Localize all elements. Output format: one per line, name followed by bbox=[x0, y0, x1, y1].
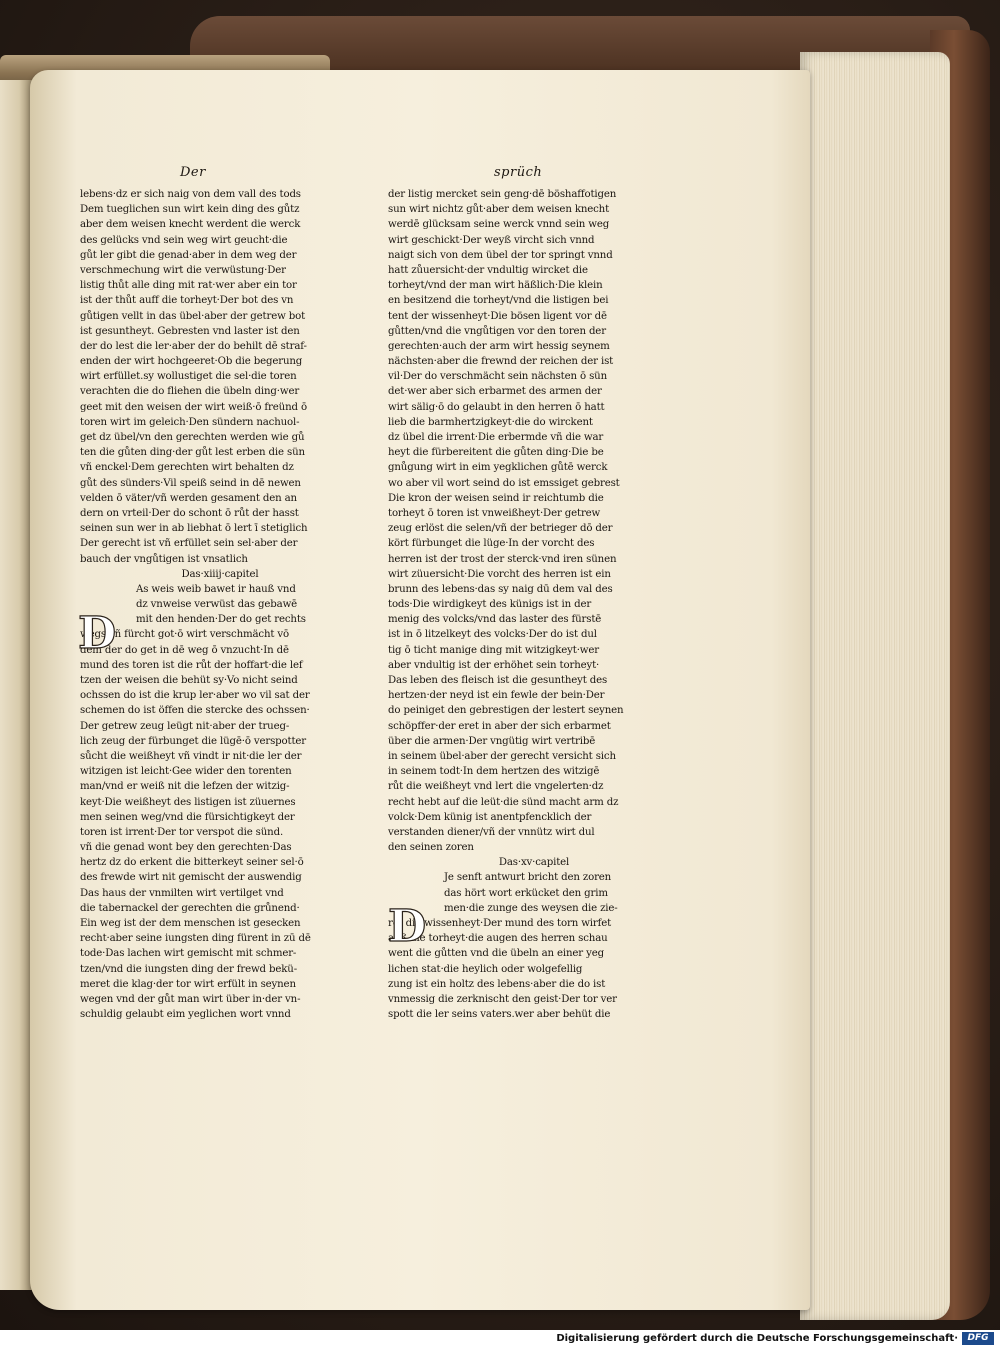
text-line: den seinen zoren bbox=[388, 842, 474, 854]
text-line: enden der wirt hochgeeret·Ob die begerung bbox=[80, 356, 303, 368]
text-line: bauch der vngůtigen ist vnsatlich bbox=[80, 553, 248, 565]
text-line: tzen der weisen die behüt sy·Vo nicht seind bbox=[80, 675, 298, 686]
text-line: seinen sun wer in ab liebhat ō lert ī stetiglich bbox=[80, 523, 308, 535]
text-line: lich zeug der fürbunget die lügē·ō verspotter bbox=[80, 735, 307, 747]
text-line: toren ist irrent·Der tor verspot die sünd. bbox=[80, 826, 284, 838]
text-line: ret die wissenheyt·Der mund des torn wirfet bbox=[388, 918, 612, 929]
text-line: wegs vñ fürcht got·ō wirt verschmächt vō bbox=[80, 629, 290, 641]
text-line: Das leben des fleisch ist die gesuntheyt des bbox=[388, 675, 608, 686]
text-line: in seinem todt·In dem hertzen des witzigē bbox=[388, 766, 600, 778]
text-line: Das haus der vnmilten wirt vertilget vnd bbox=[80, 887, 284, 899]
text-line: auß die torheyt·die augen des herren schau bbox=[388, 933, 608, 945]
decorated-initial-right: D bbox=[388, 901, 427, 952]
text-line: men·die zunge des weysen die zie- bbox=[444, 902, 618, 914]
dfg-logo: DFG bbox=[962, 1332, 994, 1345]
text-line: get dz übel/vn den gerechten werden wie gů bbox=[80, 432, 305, 443]
text-line: keyt·Die weißheyt des listigen ist züuernes bbox=[80, 796, 296, 808]
text-line: herren ist der trost der sterck·vnd iren sünen bbox=[388, 553, 617, 565]
text-line: hatt zůuersicht·der vndultig wircket die bbox=[388, 264, 588, 276]
text-line: As weis weib bawet ir hauß vnd bbox=[136, 583, 296, 595]
text-line: dz vnweise verwüst das gebawē bbox=[136, 599, 298, 611]
text-line: torheyt ō toren ist vnweißheyt·Der getrew bbox=[388, 507, 601, 519]
text-line: recht hebt auf die leüt·die sünd macht arm dz bbox=[388, 796, 619, 808]
facing-page-edge bbox=[0, 80, 32, 1290]
text-line: vil·Der do verschmächt sein nächsten ō sün bbox=[388, 371, 607, 383]
running-head-left: Der bbox=[180, 165, 206, 180]
text-line: wirt züuersicht·Die vorcht des herren ist ein bbox=[388, 568, 611, 580]
text-line: gůt des sünders·Vil speiß seind in dē newen bbox=[80, 477, 301, 489]
text-line: torheyt/vnd der man wirt häßlich·Die klein bbox=[388, 280, 603, 292]
text-line: menig des volcks/vnd das laster des fürstē bbox=[388, 614, 602, 626]
text-line: ist der thůt auff die torheyt·Der bot des vn bbox=[80, 295, 294, 307]
text-line: heyt die fürbereitent die gůten ding·Die be bbox=[388, 447, 604, 459]
text-line: gnůgung wirt in eim yegklichen gůtē werck bbox=[388, 462, 608, 474]
text-line: dz übel die irrent·Die erbermde vñ die war bbox=[388, 432, 604, 443]
text-line: zung ist ein holtz des lebens·aber die do ist bbox=[388, 978, 606, 990]
text-line: Die kron der weisen seind ir reichtumb die bbox=[388, 492, 604, 504]
text-line: listig thůt alle ding mit rat·wer aber ein tor bbox=[80, 280, 297, 292]
text-line: das hört wort erkücket den grim bbox=[444, 887, 608, 899]
text-line: Der gerecht ist vñ erfüllet sein sel·aber der bbox=[80, 538, 298, 550]
text-line: tode·Das lachen wirt gemischt mit schmer- bbox=[80, 948, 297, 960]
text-line: spott die ler seins vaters.wer aber behüt die bbox=[388, 1009, 611, 1021]
text-line: geet mit den weisen der wirt weiß·ō freünd ō bbox=[80, 401, 307, 413]
text-line: dem der do get in dē weg ō vnzucht·In dē bbox=[80, 644, 289, 656]
text-line: schemen do ist öffen die stercke des ochssen· bbox=[80, 705, 310, 717]
text-line: Dem tueglichen sun wirt kein ding des gůtz bbox=[80, 204, 300, 216]
text-line: wirt sälig·ō do gelaubt in den herren ō hatt bbox=[388, 401, 605, 413]
text-line: aber vndultig ist der erhöhet sein torheyt· bbox=[388, 659, 600, 671]
text-line: Ein weg ist der dem menschen ist gesecken bbox=[80, 918, 301, 929]
text-line: lichen stat·die heylich oder wolgefellig bbox=[388, 963, 583, 975]
text-line: der listig mercket sein geng·dē böshaffotigen bbox=[388, 189, 617, 200]
text-line: men seinen weg/vnd die fürsichtigkeyt der bbox=[80, 811, 295, 823]
text-line: in seinem übel·aber der gerecht versicht sich bbox=[388, 750, 616, 762]
text-line: velden ō väter/vñ werden gesament den an bbox=[80, 492, 297, 504]
text-line: gůtten/vnd die vngůtigen vor den toren der bbox=[388, 325, 606, 337]
text-line: Der getrew zeug leügt nit·aber der trueg- bbox=[80, 720, 290, 732]
text-line: tig ō ticht manige ding mit witzigkeyt·wer bbox=[388, 644, 599, 656]
chapter-heading: Das·xiiij·capitel bbox=[181, 568, 259, 580]
text-line: man/vnd er weiß nit die lefzen der witzig- bbox=[80, 781, 290, 793]
text-line: aber dem weisen knecht werdent die werck bbox=[80, 219, 301, 231]
text-line: en besitzend die torheyt/vnd die listigen bei bbox=[388, 295, 609, 307]
text-line: wegen vnd der gůt man wirt über in·der vn- bbox=[80, 993, 301, 1005]
text-line: vñ die genad wont bey den gerechten·Das bbox=[80, 842, 292, 854]
text-line: tent der wissenheyt·Die bösen ligent vor dē bbox=[388, 310, 607, 322]
text-line: werdē glücksam seine werck vnnd sein weg bbox=[388, 219, 610, 231]
text-line: lieb die barmhertzigkeyt·die do wirckent bbox=[388, 416, 593, 428]
text-line: růt die weißheyt vnd lert die vngelerten·dz bbox=[388, 781, 604, 793]
text-line: gerechten·auch der arm wirt hessig seynem bbox=[388, 340, 610, 352]
text-line: meret die klag·der tor wirt erfült in seynen bbox=[80, 978, 296, 990]
text-line: gůtigen vellt in das übel·aber der getrew bot bbox=[80, 310, 306, 322]
text-line: wo aber vil wort seind do ist emssiget gebrest bbox=[388, 477, 620, 489]
text-line: des frewde wirt nit gemischt der auswendig bbox=[80, 872, 302, 884]
text-line: Je senft antwurt bricht den zoren bbox=[444, 872, 612, 884]
text-line: mit den henden·Der do get rechts bbox=[136, 614, 306, 626]
text-line: ist in ō litzelkeyt des volcks·Der do ist dul bbox=[388, 629, 597, 641]
text-line: lebens·dz er sich naig von dem vall des tods bbox=[80, 189, 301, 200]
decorated-initial-left: D bbox=[78, 608, 117, 659]
text-line: wirt geschickt·Der weyß vircht sich vnnd bbox=[388, 234, 595, 246]
text-line: gůt ler gibt die genad·aber in dem weg der bbox=[80, 249, 297, 261]
text-line: verschmechung wirt die verwüstung·Der bbox=[80, 264, 286, 276]
text-line: über die armen·Der vngütig wirt vertribē bbox=[388, 735, 596, 747]
text-line: do peiniget den gebrestigen der lestert seynen bbox=[388, 705, 624, 717]
text-line: tods·Die wirdigkeyt des künigs ist in der bbox=[388, 599, 592, 611]
text-line: tzen/vnd die iungsten ding der frewd bekü- bbox=[80, 963, 297, 975]
text-line: witzigen ist leicht·Gee wider den torenten bbox=[80, 766, 292, 778]
text-line: ist gesuntheyt. Gebresten vnd laster ist den bbox=[80, 325, 300, 337]
text-line: brunn des lebens·das sy naig dū dem val des bbox=[388, 583, 613, 595]
text-line: sun wirt nichtz gůt·aber dem weisen knecht bbox=[388, 204, 610, 216]
text-line: sůcht die weißheyt vñ vindt ir nit·die ler der bbox=[80, 750, 302, 762]
text-line: des gelücks vnd sein weg wirt geucht·die bbox=[80, 234, 288, 246]
page-block-edges bbox=[800, 52, 950, 1320]
text-line: kört fürbunget die lüge·In der vorcht des bbox=[388, 538, 595, 550]
funding-credit: Digitalisierung gefördert durch die Deutsche Forschungsgemeinschaft· bbox=[556, 1333, 958, 1344]
text-line: schöpffer·der eret in aber der sich erbarmet bbox=[388, 720, 611, 732]
text-line: nächsten·aber die frewnd der reichen der ist bbox=[388, 356, 614, 368]
text-line: went die gůtten vnd die übeln an einer yeg bbox=[388, 948, 604, 960]
text-line: ochssen do ist die krup ler·aber wo vil sat der bbox=[80, 690, 310, 702]
text-line: die tabernackel der gerechten die grůnend· bbox=[80, 902, 300, 914]
text-line: naigt sich von dem übel der tor springt vnnd bbox=[388, 249, 613, 261]
text-line: volck·Dem künig ist anentpfencklich der bbox=[388, 811, 592, 823]
text-line: det·wer aber sich erbarmet des armen der bbox=[388, 386, 602, 398]
text-line: schuldig gelaubt eim yeglichen wort vnnd bbox=[80, 1009, 291, 1021]
chapter-heading: Das·xv·capitel bbox=[498, 857, 570, 869]
text-line: ten die gůten ding·der gůt lest erben die sün bbox=[80, 447, 305, 459]
text-column-left bbox=[80, 187, 340, 1022]
text-line: verachten die do fliehen die übeln ding·wer bbox=[80, 386, 300, 398]
text-line: hertzen·der neyd ist ein fewle der bein·Der bbox=[388, 690, 605, 702]
text-line: toren wirt im geleich·Den sündern nachuol- bbox=[80, 416, 300, 428]
text-line: verstanden diener/vñ der vnnütz wirt dul bbox=[388, 826, 595, 838]
text-line: zeug erlöst die selen/vñ der betrieger dō der bbox=[388, 523, 613, 535]
text-column-right bbox=[388, 187, 660, 1022]
text-line: recht·aber seine iungsten ding fürent in zū dē bbox=[80, 933, 311, 945]
text-line: wirt erfüllet.sy wollustiget die sel·die toren bbox=[80, 371, 297, 383]
text-line: hertz dz do erkent die bitterkeyt seiner sel·ō bbox=[80, 857, 304, 869]
running-head-right: sprüch bbox=[494, 165, 543, 180]
text-line: vnmessig die zerknischt den geist·Der tor ver bbox=[388, 993, 617, 1005]
text-line: vñ enckel·Dem gerechten wirt behalten dz bbox=[80, 462, 294, 474]
text-line: der do lest die ler·aber der do behilt dē straf- bbox=[80, 340, 307, 352]
text-line: mund des toren ist die růt der hoffart·die lef bbox=[80, 659, 303, 671]
text-line: dern on vrteil·Der do schont ō růt der hasst bbox=[80, 507, 299, 519]
